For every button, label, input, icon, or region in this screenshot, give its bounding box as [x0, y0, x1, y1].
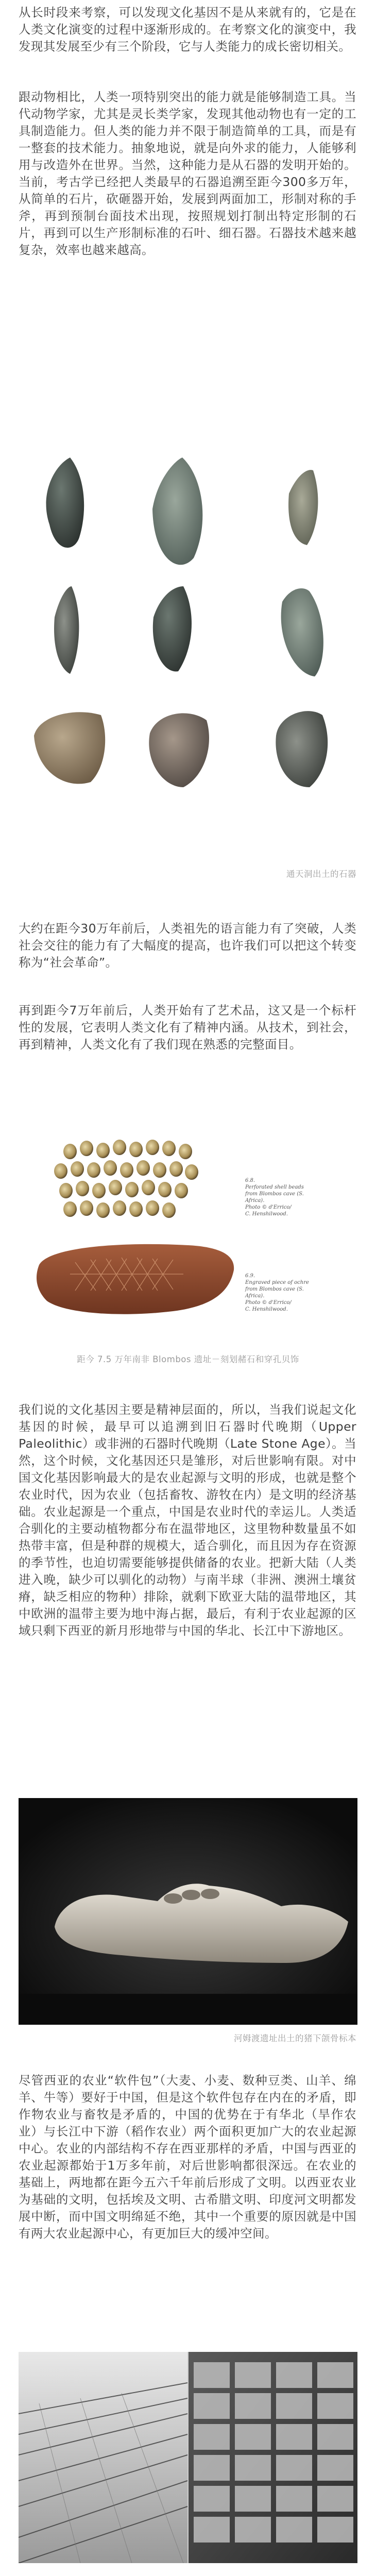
paragraph-intro: 从长时段来考察，可以发现文化基因不是从来就有的，它是在人类文化演变的过程中逐渐形成的。在考察文化的演变中，我发现其发展至少有三个阶段，它与人类能力的成长密切相关。: [19, 5, 356, 54]
note-beads: 6.8. Perforated shell beads from Blombos cave (S. Africa). Photo © d'Errico/ C. Henshilwood.: [245, 1178, 304, 1217]
caption-blombos: 距今 7.5 万年南非 Blombos 遗址－刻划赭石和穿孔贝饰: [77, 1354, 299, 1364]
shell-bead-icon: [104, 1160, 117, 1176]
paragraph-social: 大约在距今30万年前后，人类祖先的语言能力有了突破，人类社会交往的能力有了大幅度的提高，也许我们可以把这个转变称为“社会革命”。: [19, 921, 356, 970]
pig-mandible-figure: [19, 1798, 357, 2025]
shell-bead-icon: [136, 1160, 150, 1176]
shell-bead-icon: [113, 1140, 126, 1155]
shell-bead-icon: [96, 1143, 110, 1158]
stone-tools-figure: [19, 447, 357, 859]
note-ochre: 6.9. Engraved piece of ochre from Blombos cave (S. Africa). Photo © d'Errico/ C. Henshilwood.: [245, 1273, 309, 1312]
shell-bead-icon: [63, 1144, 77, 1159]
shell-bead-icon: [76, 1181, 89, 1196]
shell-bead-icon: [87, 1162, 100, 1178]
shell-bead-icon: [153, 1162, 166, 1178]
shell-bead-icon: [175, 1183, 188, 1198]
stone-tool-icon: [149, 713, 209, 787]
stone-tool-icon: [276, 711, 328, 787]
shell-bead-icon: [63, 1201, 77, 1217]
shell-bead-icon: [113, 1200, 126, 1216]
stone-tool-icon: [46, 457, 84, 548]
shell-bead-icon: [120, 1162, 133, 1178]
stone-tool-icon: [34, 712, 105, 784]
caption-stone-tools: 通天洞出土的石器: [286, 869, 356, 879]
shell-bead-icon: [129, 1201, 143, 1217]
stone-tool-icon: [281, 588, 323, 676]
pig-mandible-image: [19, 1798, 357, 2025]
farmland-image: [19, 2352, 357, 2563]
shell-bead-icon: [129, 1142, 143, 1157]
shell-bead-icon: [146, 1140, 159, 1155]
shell-bead-icon: [109, 1180, 122, 1195]
shell-bead-icon: [125, 1182, 139, 1197]
shell-bead-icon: [80, 1141, 93, 1156]
shell-bead-icon: [185, 1164, 198, 1180]
paragraph-art: 再到距今7万年前后，人类开始有了艺术品，这又是一个标杆性的发展，它表明人类文化有了精神内涵。从技术，到社会，再到精神，人类文化有了我们现在熟悉的完整面目。: [19, 1003, 356, 1052]
paragraph-agriculture: 我们说的文化基因主要是精神层面的，所以，当我们说起文化基因的时候，最早可以追溯到旧石器时代晚期（Upper Paleolithic）或非洲的石器时代晚期（Late Stone Age）。当然，这个时候，文化基因还只是雏形，对后世影响有限。对中国文化基因影响最大的是农业起源与文明的形成，也就是整个农业时代，因为农业（包括畜牧、游牧在内）是文明的经济基础。农业起源是一个重点，中国是农业时代的幸运儿。人类适合驯化的主要动植物都分布在温带地区，这里物种数量虽不如热带丰富，但是种群的规模大，适合驯化，而且因为存在资源的季节性，也迫切需要能够提供储备的农业。把新大陆（人类进入晚，缺少可以驯化的动物）与南半球（非洲、澳洲土壤贫瘠，缺乏相应的物种）排除，就剩下欧亚大陆的温带地区，其中欧洲的温带主要为地中海占据，最后，有利于农业起源的区域只剩下西亚的新月形地带与中国的华北、长江中下游地区。: [19, 1402, 356, 1638]
shell-bead-icon: [59, 1183, 73, 1198]
shell-bead-icon: [71, 1161, 84, 1177]
blombos-figure: [19, 1136, 357, 1342]
shell-bead-icon: [158, 1182, 172, 1197]
stone-tools-image: [19, 447, 357, 859]
paragraph-tools: 跟动物相比，人类一项特别突出的能力就是能够制造工具。当代动物学家，尤其是灵长类学家，发现其他动物也有一定的工具制造能力。但人类的能力并不限于制造简单的工具，而是有一整套的技术能力。抽象地说，就是向外求的能力，人能够利用与改造外在世界。当然，这种能力是从石器的发明开始的。当前，考古学已经把人类最早的石器追溯至距今300多万年，从简单的石片，砍砸器开始，发展到两面加工，形制对称的手斧，再到预制台面技术出现，按照规划打制出特定形制的石片，再到可以生产形制标准的石叶、细石器。石器技术越来越复杂，效率也越来越高。: [19, 90, 356, 257]
shell-bead-icon: [169, 1161, 183, 1177]
stone-tool-icon: [152, 457, 202, 565]
stone-tool-icon: [288, 470, 318, 545]
stone-tool-icon: [54, 586, 79, 674]
shell-bead-icon: [179, 1144, 192, 1159]
shell-bead-icon: [80, 1200, 93, 1216]
caption-pig-mandible: 河姆渡遗址出土的猪下颌骨标本: [234, 2033, 356, 2043]
shell-bead-icon: [54, 1163, 67, 1179]
shell-bead-icon: [146, 1200, 159, 1216]
stone-tool-icon: [153, 586, 192, 671]
farmland-figure: [19, 2352, 357, 2563]
shell-bead-icon: [162, 1141, 176, 1156]
shell-bead-icon: [92, 1183, 106, 1198]
shell-bead-icon: [142, 1180, 155, 1195]
shell-bead-icon: [162, 1202, 176, 1218]
shell-bead-icon: [96, 1202, 110, 1218]
paragraph-comparison: 尽管西亚的农业“软件包”（大麦、小麦、数种豆类、山羊、绵羊、牛等）要好于中国，但是这个软件包存在内在的矛盾，即作物农业与畜牧是矛盾的，中国的优势在于有华北（旱作农业）与长江中下游（稻作农业）两个面积更加广大的农业起源中心。农业的内部结构不存在西亚那样的矛盾，中国与西亚的农业起源都始于1万多年前，对后世影响都很深远。在农业的基础上，两地都在距今五六千年前后形成了文明。以西亚农业为基础的文明，包括埃及文明、古希腊文明、印度河文明都发展中断，而中国文明绵延不绝，其中一个重要的原因就是中国有两大农业起源中心，有更加巨大的缓冲空间。: [19, 2073, 356, 2241]
